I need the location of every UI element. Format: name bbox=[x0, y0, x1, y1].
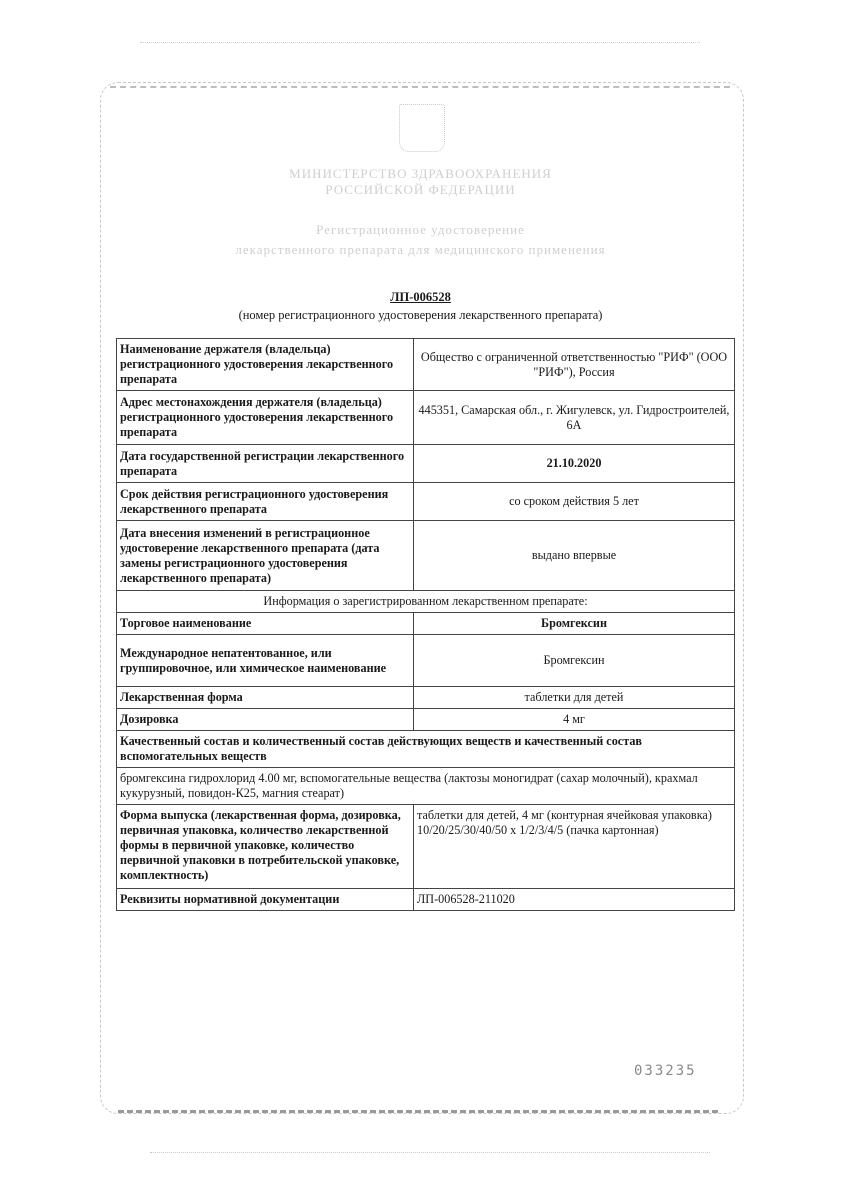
registration-number-caption: (номер регистрационного удостоверения лекарственного препарата) bbox=[238, 308, 603, 322]
label-changes-date: Дата внесения изменений в регистрационное удостоверение лекарственного препарата (дата замены регистрационного удостоверения лекарственного препарата) bbox=[117, 521, 414, 591]
value-registration-date: 21.10.2020 bbox=[414, 445, 735, 483]
value-trade-name: Бромгексин bbox=[414, 613, 735, 635]
table-row-normative-docs bbox=[117, 889, 735, 911]
table-row-holder-address bbox=[117, 391, 735, 445]
value-dosage-form: таблетки для детей bbox=[414, 687, 735, 709]
table-row-dosage-form bbox=[117, 687, 735, 709]
label-composition: Качественный состав и количественный состав действующих веществ и качественный состав вспомогательных веществ bbox=[117, 731, 735, 768]
value-holder-name: Общество с ограниченной ответственностью "РИФ" (ООО "РИФ"), Россия bbox=[414, 339, 735, 391]
scan-noise-bottom bbox=[150, 1152, 710, 1153]
value-changes-date: выдано впервые bbox=[414, 521, 735, 591]
table-row-composition-label bbox=[117, 731, 735, 768]
frame-bottom-ornament bbox=[118, 1110, 718, 1113]
table-row-release-form bbox=[117, 805, 735, 889]
value-normative-docs: ЛП-006528-211020 bbox=[414, 889, 735, 911]
coat-of-arms-emblem-icon bbox=[399, 104, 445, 152]
table-row-composition-value bbox=[117, 768, 735, 805]
certificate-title: Регистрационное удостоверение bbox=[316, 222, 525, 237]
label-holder-address: Адрес местонахождения держателя (владельца) регистрационного удостоверения лекарственного препарата bbox=[117, 391, 414, 445]
table-row-validity bbox=[117, 483, 735, 521]
form-serial-number: 033235 bbox=[634, 1063, 697, 1079]
value-inn: Бромгексин bbox=[414, 635, 735, 687]
label-holder-name: Наименование держателя (владельца) регистрационного удостоверения лекарственного препарата bbox=[117, 339, 414, 391]
value-composition: бромгексина гидрохлорид 4.00 мг, вспомогательные вещества (лактозы моногидрат (сахар молочный), крахмал кукурузный, повидон-К25, магния стеарат) bbox=[117, 768, 735, 805]
registration-number: ЛП-006528 bbox=[390, 290, 451, 304]
scan-noise-top bbox=[140, 42, 700, 43]
drug-info-heading: Информация о зарегистрированном лекарственном препарате: bbox=[117, 591, 735, 613]
table-row-dosage bbox=[117, 709, 735, 731]
table-row-trade-name bbox=[117, 613, 735, 635]
ministry-line-2: РОССИЙСКОЙ ФЕДЕРАЦИИ bbox=[325, 182, 516, 197]
label-validity: Срок действия регистрационного удостоверения лекарственного препарата bbox=[117, 483, 414, 521]
label-release-form: Форма выпуска (лекарственная форма, дозировка, первичная упаковка, количество лекарственной формы в первичной упаковке, количество первичной упаковки в потребительской упаковке, комплектность) bbox=[117, 805, 414, 889]
frame-top-ornament bbox=[110, 86, 730, 88]
table-row-inn bbox=[117, 635, 735, 687]
table-row-changes-date bbox=[117, 521, 735, 591]
value-holder-address: 445351, Самарская обл., г. Жигулевск, ул. Гидростроителей, 6А bbox=[414, 391, 735, 445]
label-dosage: Дозировка bbox=[117, 709, 414, 731]
table-row-holder-name bbox=[117, 339, 735, 391]
table-row-registration-date bbox=[117, 445, 735, 483]
ministry-line-1: МИНИСТЕРСТВО ЗДРАВООХРАНЕНИЯ bbox=[289, 166, 552, 181]
table-row-drug-info-heading bbox=[117, 591, 735, 613]
value-release-form: таблетки для детей, 4 мг (контурная ячейковая упаковка) 10/20/25/30/40/50 x 1/2/3/4/5 (пачка картонная) bbox=[414, 805, 735, 889]
certificate-subtitle: лекарственного препарата для медицинского применения bbox=[235, 242, 606, 257]
label-normative-docs: Реквизиты нормативной документации bbox=[117, 889, 414, 911]
label-registration-date: Дата государственной регистрации лекарственного препарата bbox=[117, 445, 414, 483]
label-trade-name: Торговое наименование bbox=[117, 613, 414, 635]
value-dosage: 4 мг bbox=[414, 709, 735, 731]
value-validity: со сроком действия 5 лет bbox=[414, 483, 735, 521]
label-dosage-form: Лекарственная форма bbox=[117, 687, 414, 709]
registration-table bbox=[116, 338, 735, 911]
label-inn: Международное непатентованное, или группировочное, или химическое наименование bbox=[117, 635, 414, 687]
